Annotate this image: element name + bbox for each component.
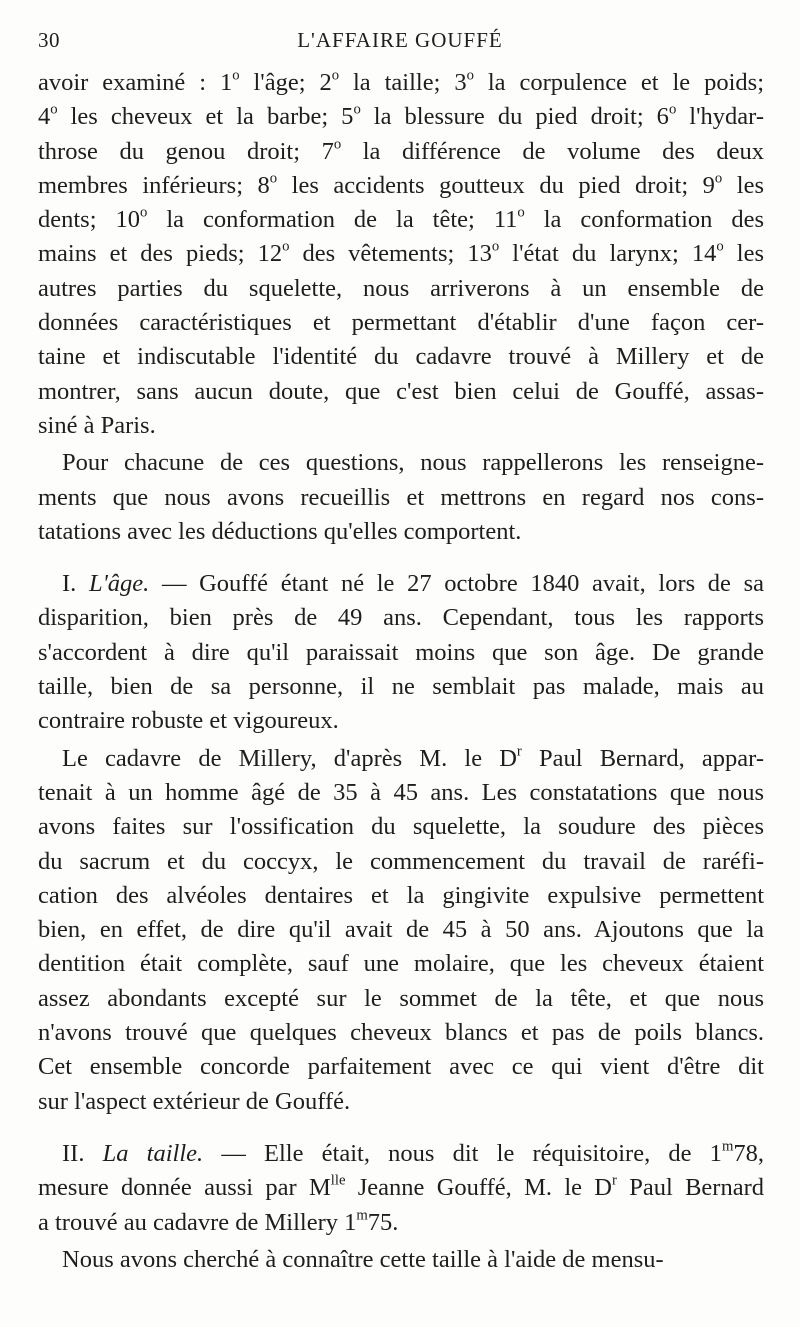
text-line: Nous avons cherché à connaître cette taille à l'aide de mensu-	[62, 1245, 664, 1273]
superscript: o	[491, 239, 500, 256]
body-text	[38, 66, 764, 1277]
text-line: disparition, bien près de 49 ans. Cependant, tous les rapports	[38, 604, 764, 632]
text-line: contraire robuste et vigoureux.	[38, 707, 339, 735]
text-line: throse du genou droit; 7$^o$ la différence de volume des deux	[38, 136, 764, 165]
text-line: autres parties du squelette, nous arriverons à un ensemble de	[38, 274, 764, 302]
text-line: mesure donnée aussi par $M^{lle}$ Jeanne Gouffé, M. le $D^r$ Paul Bernard	[38, 1172, 764, 1202]
paragraph	[38, 1243, 764, 1277]
page-number: 30	[38, 28, 60, 52]
text-line: tatations avec les déductions qu'elles comportent.	[38, 517, 522, 545]
text-line: assez abondants excepté sur le sommet de la tête, et que nous	[38, 984, 764, 1012]
section-title: L'âge.	[88, 570, 150, 598]
text-line: siné à Paris.	[38, 411, 156, 439]
superscript: m	[356, 1207, 368, 1224]
paragraph	[38, 742, 764, 1119]
text-line: avons faites sur l'ossification du squelette, la soudure des pièces	[38, 813, 764, 841]
text-line: Pour chacune de ces questions, nous rappellerons les renseigne-	[62, 449, 764, 477]
text-line: tenait à un homme âgé de 35 à 45 ans. Les constatations que nous	[38, 778, 764, 806]
superscript: o	[333, 136, 342, 153]
superscript: o	[269, 170, 278, 187]
text-line: dentition était complète, sauf une molaire, que les cheveux étaient	[38, 950, 764, 978]
text-line: du sacrum et du coccyx, le commencement du travail de raréfi-	[38, 847, 764, 875]
text-line: taille, bien de sa personne, il ne semblait pas malade, mais au	[38, 673, 764, 701]
text-line: 4$^o$ les cheveux et la barbe; 5$^o$ la blessure du pied droit; 6$^o$ l'hydar-	[38, 102, 764, 131]
text-line: cation des alvéoles dentaires et la gingivite expulsive permettent	[38, 881, 764, 909]
text-line: dents; 10$^o$ la conformation de la tête; 11$^o$ la conformation des	[38, 204, 765, 234]
page-header	[38, 28, 762, 60]
running-title: L'AFFAIRE GOUFFÉ	[297, 28, 503, 52]
text-line: Le cadavre de Millery, d'après M. le $D^r$ Paul Bernard, appar-	[62, 743, 764, 772]
text-line: avoir examiné : 1$^o$ l'âge; 2$^o$ la taille; 3$^o$ la corpulence et le poids;	[38, 67, 765, 96]
text-line: sur l'aspect extérieur de Gouffé.	[38, 1087, 351, 1115]
section-number: I.	[62, 570, 89, 598]
superscript: o	[466, 67, 474, 84]
text-line: n'avons trouvé que quelques cheveux blancs et pas de poils blancs.	[38, 1019, 764, 1047]
text-line: a trouvé au cadavre de Millery 1$^m$75.	[38, 1207, 399, 1236]
superscript: o	[517, 204, 525, 221]
superscript: o	[140, 204, 148, 221]
superscript: lle	[330, 1172, 346, 1189]
superscript: o	[232, 67, 240, 84]
text-line: taine et indiscutable l'identité du cadavre trouvé à Millery et de	[38, 343, 764, 371]
section-number: II.	[62, 1139, 103, 1167]
superscript: r	[612, 1172, 617, 1189]
text-line: ments que nous avons recueillis et mettrons en regard nos cons-	[38, 483, 764, 511]
text-line: mains et des pieds; 12$^o$ des vêtements; 13$^o$ l'état du larynx; 14$^o$ les	[38, 239, 765, 268]
superscript: o	[714, 170, 723, 187]
paragraph	[38, 66, 764, 443]
section-title: La taille.	[102, 1139, 204, 1167]
superscript: m	[721, 1138, 734, 1155]
superscript: o	[331, 67, 340, 84]
superscript: o	[50, 102, 58, 119]
superscript: r	[516, 743, 522, 760]
text-line: bien, en effet, de dire qu'il avait de 45 à 50 ans. Ajoutons que la	[38, 916, 764, 944]
superscript: o	[282, 239, 290, 256]
superscript: o	[353, 102, 361, 119]
text-line: Cet ensemble concorde parfaitement avec ce qui vient d'être dit	[38, 1053, 764, 1081]
paragraph	[38, 446, 764, 549]
text-line: II. La taille. — Elle était, nous dit le réquisitoire, de 1$^m$78,	[62, 1138, 764, 1167]
paragraph	[38, 1137, 764, 1240]
text-line: données caractéristiques et permettant d'établir d'une façon cer-	[38, 309, 764, 337]
text-line: membres inférieurs; 8$^o$ les accidents goutteux du pied droit; 9$^o$ les	[38, 170, 765, 199]
text-line: I. L'âge. — Gouffé étant né le 27 octobre 1840 avait, lors de sa	[62, 570, 764, 598]
paragraph	[38, 567, 764, 738]
text-line: montrer, sans aucun doute, que c'est bien celui de Gouffé, assas-	[38, 377, 764, 405]
superscript: o	[716, 239, 724, 256]
superscript: o	[668, 102, 677, 119]
text-line: s'accordent à dire qu'il paraissait moins que son âge. De grande	[38, 638, 764, 666]
